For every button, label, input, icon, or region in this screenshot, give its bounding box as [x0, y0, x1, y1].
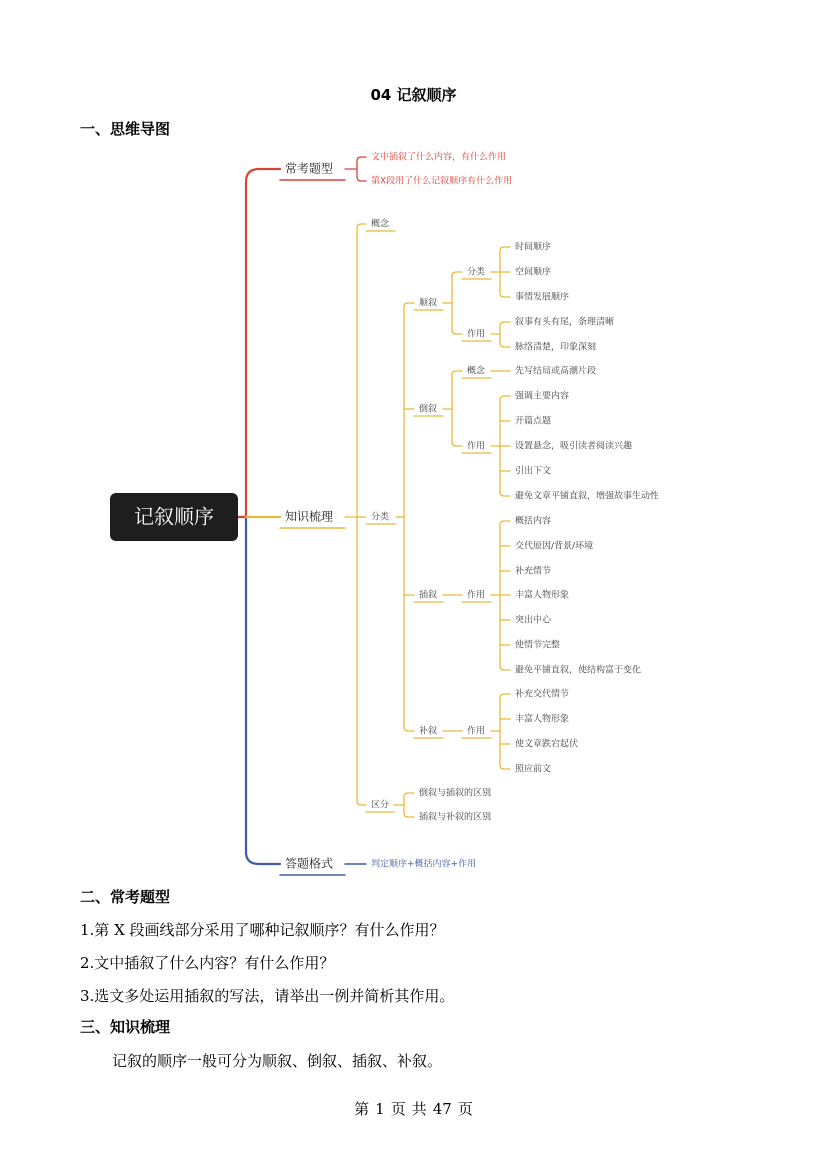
leaf-item: 时间顺序	[515, 242, 552, 253]
question-2: 2.文中插叙了什么内容？有什么作用？	[80, 954, 335, 972]
leaf-item: 补充情节	[515, 566, 552, 577]
connector-line	[452, 371, 456, 446]
question-1: 1.第 X 段画线部分采用了哪种记叙顺序？有什么作用？	[80, 921, 445, 939]
node-narration-type: 插叙	[419, 590, 438, 601]
question-type-item: 第X段用了什么记叙顺序有什么作用	[371, 176, 513, 187]
leaf-item: 概括内容	[515, 516, 552, 527]
node-classify: 分类	[371, 512, 390, 523]
leaf-item: 丰富人物形象	[515, 590, 570, 601]
node-distinguish: 区分	[371, 800, 390, 811]
footer-total-prefix: 共	[411, 1100, 427, 1118]
leaf-item: 脉络清楚，印象深刻	[515, 342, 597, 353]
leaf-item: 使文章跌宕起伏	[515, 739, 579, 750]
question-3: 3.选文多处运用插叙的写法，请举出一例并简析其作用。	[80, 987, 455, 1005]
leaf-item: 突出中心	[515, 615, 552, 626]
leaf-item: 倒叙与插叙的区别	[419, 788, 492, 799]
connector-line	[452, 272, 456, 334]
root-node-label: 记叙顺序	[134, 504, 214, 529]
section-heading-knowledge: 三、知识梳理	[80, 1018, 171, 1036]
leaf-item: 使情节完整	[515, 640, 561, 651]
node-narration-type: 补叙	[419, 726, 438, 737]
leaf-item: 照应前文	[515, 764, 552, 775]
node-subcategory: 分类	[467, 267, 486, 278]
leaf-item: 插叙与补叙的区别	[419, 812, 492, 823]
leaf-item: 补充交代情节	[515, 689, 570, 700]
footer-page-word: 页	[390, 1100, 406, 1118]
branch-label-knowledge: 知识梳理	[285, 509, 334, 524]
connector-line	[404, 303, 408, 731]
document-title: 04 记叙顺序	[370, 86, 457, 104]
connector-line	[404, 793, 408, 817]
node-concept: 概念	[371, 219, 390, 230]
section-heading-mindmap: 一、思维导图	[80, 120, 171, 138]
leaf-item: 避免平铺直叙，使结构富于变化	[515, 665, 642, 676]
node-function: 作用	[467, 726, 486, 737]
connector-line	[500, 694, 504, 769]
footer-total-pages: 47	[432, 1100, 452, 1118]
leaf-item: 交代原因/背景/环境	[515, 541, 594, 552]
branch-blue-line	[246, 517, 280, 864]
branch-label-answer-format: 答题格式	[285, 856, 334, 871]
connector-line	[357, 224, 361, 805]
question-type-item: 文中插叙了什么内容，有什么作用	[371, 152, 507, 163]
section-heading-question-types: 二、常考题型	[80, 888, 171, 906]
footer-prefix: 第	[354, 1100, 370, 1118]
answer-format-item: 判定顺序+概括内容+作用	[371, 859, 477, 870]
node-function: 作用	[467, 441, 486, 452]
leaf-item: 强调主要内容	[515, 391, 570, 402]
leaf-item: 事情发展顺序	[515, 292, 570, 303]
page-footer	[0, 1098, 827, 1119]
leaf-item: 先写结局或高潮片段	[515, 366, 597, 377]
node-narration-type: 倒叙	[419, 404, 438, 415]
knowledge-paragraph: 记叙的顺序一般可分为顺叙、倒叙、插叙、补叙。	[112, 1052, 443, 1070]
leaf-item: 空间顺序	[515, 267, 552, 278]
node-concept: 概念	[467, 366, 486, 377]
leaf-item: 开篇点题	[515, 416, 552, 427]
leaf-item: 引出下文	[515, 466, 552, 477]
node-function: 作用	[467, 590, 486, 601]
connector-line	[357, 157, 361, 181]
connector-line	[500, 322, 504, 347]
leaf-item: 避免文章平铺直叙，增强故事生动性	[515, 491, 660, 502]
node-narration-type: 顺叙	[419, 298, 438, 309]
leaf-item: 叙事有头有尾，条理清晰	[515, 317, 615, 328]
branch-red-line	[238, 169, 280, 517]
node-function: 作用	[467, 329, 486, 340]
footer-page-word-2: 页	[457, 1100, 473, 1118]
leaf-item: 丰富人物形象	[515, 714, 570, 725]
branch-label-question-types: 常考题型	[285, 161, 334, 176]
footer-page-number: 1	[375, 1100, 385, 1118]
leaf-item: 设置悬念，吸引读者阅读兴趣	[515, 441, 633, 452]
